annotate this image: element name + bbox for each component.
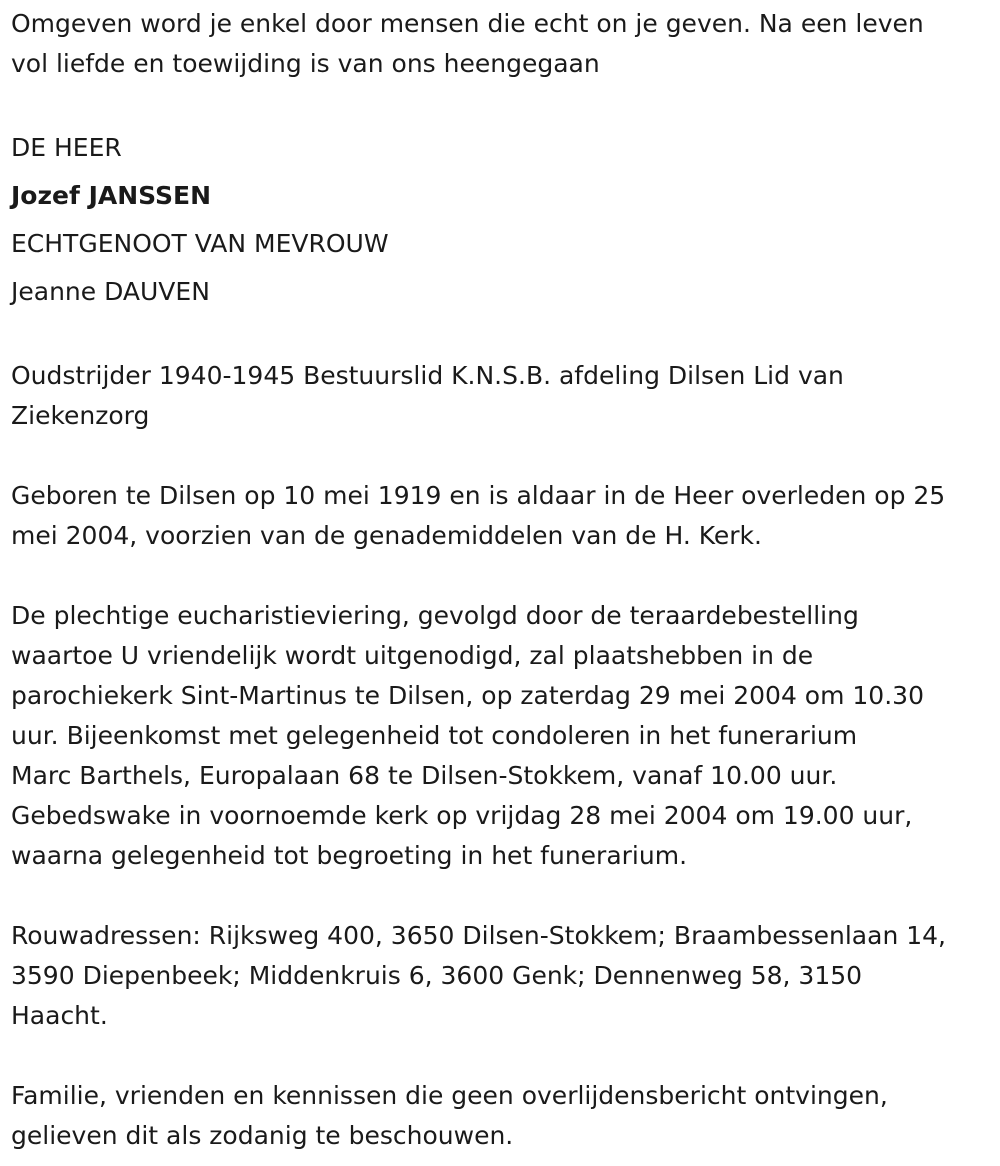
closing-line: Familie, vrienden en kennissen die geen overlijdensbericht ontvingen, bbox=[11, 1081, 888, 1110]
roles-line: Oudstrijder 1940-1945 Bestuurslid K.N.S.B. afdeling Dilsen Lid van bbox=[11, 361, 844, 390]
addresses-paragraph bbox=[11, 916, 991, 1036]
addresses-line: Haacht. bbox=[11, 1001, 108, 1030]
intro-line: vol liefde en toewijding is van ons heengegaan bbox=[11, 49, 600, 78]
paragraph-gap bbox=[11, 84, 991, 124]
ceremony-line: uur. Bijeenkomst met gelegenheid tot condoleren in het funerarium bbox=[11, 721, 858, 750]
honorific: DE HEER bbox=[11, 133, 122, 162]
ceremony-line: waarna gelegenheid tot begroeting in het funerarium. bbox=[11, 841, 688, 870]
addresses-line: 3590 Diepenbeek; Middenkruis 6, 3600 Genk; Dennenweg 58, 3150 bbox=[11, 961, 863, 990]
paragraph-gap bbox=[11, 556, 991, 596]
addresses-line: Rouwadressen: Rijksweg 400, 3650 Dilsen-Stokkem; Braambessenlaan 14, bbox=[11, 921, 946, 950]
ceremony-line: waartoe U vriendelijk wordt uitgenodigd, zal plaatshebben in de bbox=[11, 641, 814, 670]
ceremony-line: Marc Barthels, Europalaan 68 te Dilsen-Stokkem, vanaf 10.00 uur. bbox=[11, 761, 838, 790]
closing-line: gelieven dit als zodanig te beschouwen. bbox=[11, 1121, 514, 1150]
paragraph-gap bbox=[11, 316, 991, 356]
spouse-name: Jeanne DAUVEN bbox=[11, 277, 210, 306]
ceremony-line: Gebedswake in voornoemde kerk op vrijdag 28 mei 2004 om 19.00 uur, bbox=[11, 801, 913, 830]
deceased-name: Jozef JANSSEN bbox=[11, 181, 212, 210]
intro-paragraph bbox=[11, 4, 991, 84]
roles-paragraph bbox=[11, 356, 991, 436]
ceremony-line: De plechtige eucharistieviering, gevolgd door de teraardebestelling bbox=[11, 601, 859, 630]
ceremony-paragraph bbox=[11, 596, 991, 876]
spouse-label: ECHTGENOOT VAN MEVROUW bbox=[11, 229, 389, 258]
ceremony-line: parochiekerk Sint-Martinus te Dilsen, op zaterdag 29 mei 2004 om 10.30 bbox=[11, 681, 924, 710]
intro-line: Omgeven word je enkel door mensen die echt on je geven. Na een leven bbox=[11, 9, 924, 38]
birth-death-line: mei 2004, voorzien van de genademiddelen van de H. Kerk. bbox=[11, 521, 762, 550]
death-notice bbox=[11, 4, 991, 1156]
paragraph-gap bbox=[11, 876, 991, 916]
birth-death-line: Geboren te Dilsen op 10 mei 1919 en is aldaar in de Heer overleden op 25 bbox=[11, 481, 946, 510]
birth-death-paragraph bbox=[11, 476, 991, 556]
closing-paragraph bbox=[11, 1076, 991, 1156]
paragraph-gap bbox=[11, 436, 991, 476]
paragraph-gap bbox=[11, 1036, 991, 1076]
roles-line: Ziekenzorg bbox=[11, 401, 150, 430]
deceased-block bbox=[11, 124, 991, 316]
